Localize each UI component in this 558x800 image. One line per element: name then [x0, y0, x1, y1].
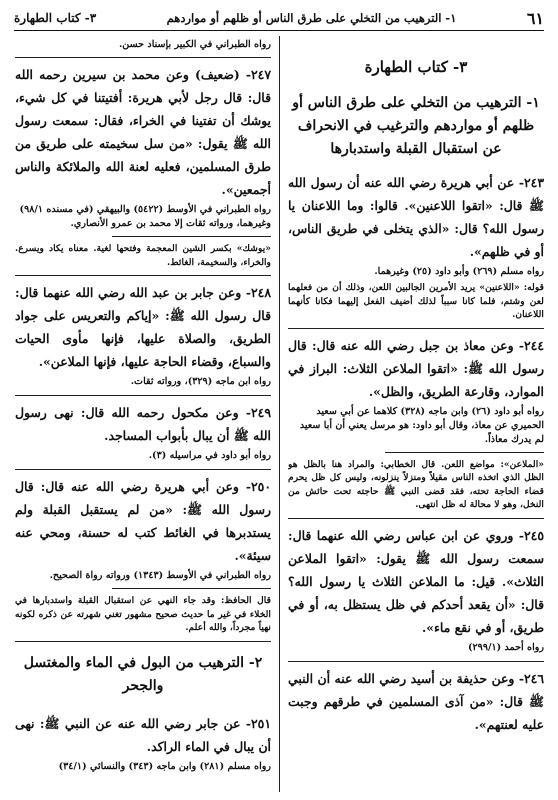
separator: [15, 395, 271, 396]
separator: [15, 469, 271, 470]
hadith-reference: رواه أحمد (٢٩٩/١): [467, 641, 544, 653]
section-2-title: ٢- الترهيب من البول في الماء والمغتسل والجحر: [23, 654, 263, 694]
two-column-body: [14, 36, 544, 792]
column-divider: [279, 36, 280, 792]
right-column: [288, 36, 544, 792]
hadith-text: ٢٤٤- وعن معاذ بن جبل رضي الله عنه قال: قال رسول الله ﷺ: «اتقوا الملاعن الثلاث: البراز في الموارد، وقارعة الطريق، والظل».: [288, 337, 544, 399]
hadith-250: [15, 475, 271, 635]
hadith-text: ٢٥١- عن جابر رضي الله عنه عن النبي ﷺ: نهى أن يبال في الماء الراكد.: [15, 715, 271, 754]
hadith-text: ٢٤٣- عن أبي هريرة رضي الله عنه أن رسول الله ﷺ قال: «اتقوا اللاعنين». قالوا: وما اللاعنان يا رسول الله؟ قال: «الذي يتخلى في طريق الناس، أو في ظلهم».: [288, 175, 544, 259]
separator: [112, 236, 271, 237]
hadith-text: ٢٤٨- وعن جابر بن عبد الله رضي الله عنهما قال: قال رسول الله ﷺ: «إياكم والتعريس على جواد الطريق، والصلاة عليها، فإنها مأوى الحيات والسباع، وقضاء الحاجة عليها، فإنها الملاعن».: [15, 285, 271, 369]
hadith-text: ٢٤٦- وعن حذيفة بن أسيد رضي الله عنه أن النبي ﷺ قال: «من آذى المسلمين في طرقهم وجبت عليه لعنتهم».: [288, 670, 544, 732]
carried-over-reference: رواه الطبراني في الكبير بإسناد حسن.: [118, 39, 271, 50]
hadith-reference: رواه أبو داود في مراسيله (٣).: [148, 450, 271, 461]
section-1-title: ١- الترهيب من التخلي على طرق الناس أو ظلهم أو مواردهم والترغيب في الانحراف عن استقبال القبلة واستدبارها: [292, 95, 540, 157]
separator: [288, 661, 544, 662]
hadith-251: [15, 712, 271, 774]
separator: [288, 328, 544, 329]
separator: [15, 57, 271, 58]
hadith-248: [15, 281, 271, 389]
hadith-246: [288, 667, 544, 736]
running-title: ١- الترهيب من التخلي على طرق الناس أو ظلهم أو مواردهم: [166, 11, 457, 25]
hadith-243: [288, 171, 544, 322]
separator: [288, 518, 544, 519]
hadith-reference: رواه ابن ماجه (٣٢٩)، ورواته ثقات.: [130, 376, 271, 387]
hadith-reference: رواه مسلم (٢٦٩) وأبو داود (٢٥) وغيرهما.: [374, 266, 544, 277]
hadith-reference: رواه الطبراني في الأوسط (١٣٤٣) ورواته رواة الصحيح.: [49, 570, 271, 581]
separator: [112, 588, 271, 589]
separator: [385, 452, 544, 453]
hadith-reference: رواه الطبراني في الأوسط (٥٤٢٢) والبيهقي (في مسنده ٩٨/١) وغيرهما، ورواته ثقات إلا محمد بن عمرو الأنصاري.: [19, 204, 271, 229]
hadith-244: [288, 334, 544, 512]
hadith-note: قوله: «اللاعنين» يريد الأمرين الجالبين اللعن، وذلك أن من فعلهما لعن وشتم، فلما كانا سبباً لذلك أضيف الفعل إليهما فكانا كأنهما اللاعنان.: [288, 282, 544, 320]
separator: [15, 275, 271, 276]
hadith-text: ٢٤٥- وروي عن ابن عباس رضي الله عنهما قال: سمعت رسول الله ﷺ يقول: «اتقوا الملاعن الثلاث». قيل: ما الملاعن الثلاث يا رسول الله؟ قال: «أن يقعد أحدكم في ظل يستظل به، أو في طريق، أو في نقع ماء».: [288, 527, 544, 635]
hadith-reference: رواه مسلم (٢٨١) وابن ماجه (٣٤٣) والنسائي (٣٤/١): [58, 760, 271, 772]
separator: [15, 641, 271, 642]
page-number: ٦١: [526, 8, 544, 28]
hadith-text: ٢٥٠- وعن أبي هريرة رضي الله عنه قال: قال رسول الله ﷺ: «من لم يستقبل القبلة ولم يستدبرها في الغائط كتب له حسنة، ومحي عنه سيئة».: [15, 479, 271, 563]
hadith-note: «الملاعن»: مواضع اللعن. قال الخطابي: والمراد هنا بالظل هو الظل الذي اتخذه الناس مقيلاً ومنزلاً ينزلونه، وليس كل ظل يحرم قضاء الحاجة تحته، فقد قضى النبي ﷺ حاجته تحت حائش من النخل، وهو لا محالة له ظل انتهى.: [288, 458, 544, 510]
hadith-reference: رواه أبو داود (٢٦) وابن ماجه (٣٢٨) كلاهما عن أبي سعيد الحميري عن معاذ، وقال أبو داود: هو مرسل يعني أن أبا سعيد لم يدرك معاذاً.: [299, 405, 544, 445]
book-title: ٣- كتاب الطهارة: [364, 58, 468, 76]
page-header: [14, 6, 544, 31]
chapter-title: ٣- كتاب الطهارة: [14, 11, 97, 25]
hadith-249: [15, 401, 271, 463]
hadith-note: «يوشك» بكسر الشين المعجمة وفتحها لغية. معناه يكاد ويسرع. والخراء، والسخيمة، الغائط.: [15, 243, 271, 268]
hadith-245: [288, 524, 544, 655]
hadith-text: ٢٤٧- (ضعيف) وعن محمد بن سيرين رحمه الله قال: قال رجل لأبي هريرة: أفتيتنا في كل شيء، يوشك أن تفتينا في الخراء، فقال: سمعت رسول الله ﷺ يقول: «من سل سخيمته على طريق من طرق المسلمين، فعليه لعنة الله والملائكة والناس أجمعين».: [15, 67, 271, 197]
hadith-note: قال الحافظ: وقد جاء النهي عن استقبال القبلة واستدبارها في الخلاء في غير ما حديث صحيح مشهور تغني شهرته عن ذكره لكونه نهياً مجرداً، والله أعلم.: [15, 595, 271, 633]
left-column: [15, 36, 271, 792]
hadith-text: ٢٤٩- وعن مكحول رحمه الله قال: نهى رسول الله ﷺ أن يبال بأبواب المساجد.: [15, 405, 271, 443]
hadith-247: [15, 63, 271, 269]
